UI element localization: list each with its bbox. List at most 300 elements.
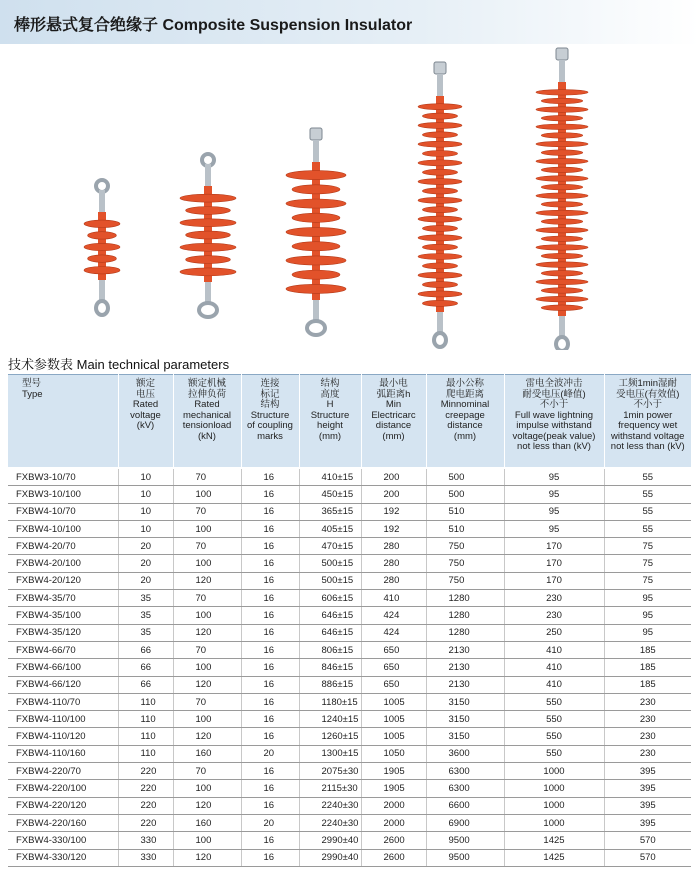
table-cell: 185 [604, 641, 691, 658]
table-cell: 1000 [504, 763, 604, 780]
table-cell: 2000 [361, 797, 426, 814]
table-cell: 10 [118, 468, 173, 486]
table-cell: 1280 [426, 607, 504, 624]
table-row [8, 590, 691, 607]
table-cell: 1000 [504, 814, 604, 831]
table-cell: 16 [241, 520, 299, 537]
column-header-line: H [326, 399, 334, 410]
table-cell: 20 [118, 572, 173, 589]
table-cell: 35 [118, 590, 173, 607]
table-cell: 550 [504, 693, 604, 710]
table-cell: 110 [118, 711, 173, 728]
table-cell: FXBW4-10/70 [8, 503, 118, 520]
column-header [361, 375, 426, 469]
table-cell: 70 [173, 503, 241, 520]
table-cell: 2600 [361, 849, 426, 866]
column-header-line: 1min power [623, 409, 673, 421]
table-cell: FXBW4-20/120 [8, 572, 118, 589]
column-header-line: not less than (kV) [517, 441, 591, 452]
table-cell: 100 [173, 659, 241, 676]
column-header-line: distance [447, 420, 483, 431]
table-row [8, 711, 691, 728]
table-cell: 110 [118, 693, 173, 710]
table-cell: 250 [504, 624, 604, 641]
table-cell: 2130 [426, 641, 504, 658]
table-cell: 6900 [426, 814, 504, 831]
table-cell: 1005 [361, 693, 426, 710]
table-cell: 1005 [361, 728, 426, 745]
table-cell: 16 [241, 538, 299, 555]
table-cell: 66 [118, 641, 173, 658]
table-cell: 230 [604, 728, 691, 745]
column-header-line: Structure [250, 409, 290, 421]
table-cell: 75 [604, 555, 691, 572]
table-cell: FXBW4-35/70 [8, 590, 118, 607]
table-row [8, 572, 691, 589]
table-cell: 66 [118, 676, 173, 693]
column-header-line: Rated [194, 399, 220, 410]
table-row [8, 486, 691, 503]
table-cell: 280 [361, 555, 426, 572]
table-cell: 395 [604, 763, 691, 780]
column-header-line: (kV) [136, 420, 155, 431]
column-header-line: 弧距离h [376, 388, 411, 400]
column-header-line: not less than (kV) [610, 441, 685, 452]
table-cell: 70 [173, 763, 241, 780]
table-cell: 395 [604, 814, 691, 831]
table-cell: 2130 [426, 676, 504, 693]
table-cell: 6300 [426, 763, 504, 780]
column-header-line: 型号 [22, 378, 42, 389]
table-cell: 16 [241, 849, 299, 866]
table-cell: FXBW4-110/160 [8, 745, 118, 762]
spec-table [8, 374, 691, 867]
table-cell: 410±15 [299, 468, 361, 486]
table-cell: 95 [604, 607, 691, 624]
table-cell: 66 [118, 659, 173, 676]
table-cell: 70 [173, 590, 241, 607]
column-header-line: withstand voltage [611, 430, 685, 442]
table-cell: 1280 [426, 590, 504, 607]
table-cell: 750 [426, 555, 504, 572]
table-cell: FXBW4-66/120 [8, 676, 118, 693]
table-cell: 1905 [361, 780, 426, 797]
table-cell: 500±15 [299, 572, 361, 589]
table-cell: 2240±30 [299, 797, 361, 814]
section-title: 技术参数表 Main technical parameters [8, 357, 230, 372]
table-cell: 410 [504, 659, 604, 676]
table-row [8, 520, 691, 537]
table-cell: 70 [173, 468, 241, 486]
table-cell: 2000 [361, 814, 426, 831]
table-cell: 395 [604, 780, 691, 797]
column-header-line: frequency wet [618, 420, 678, 431]
column-header [299, 375, 361, 469]
table-cell: 16 [241, 763, 299, 780]
table-cell: 550 [504, 728, 604, 745]
table-cell: 410 [504, 676, 604, 693]
column-header [118, 375, 173, 469]
table-row [8, 797, 691, 814]
table-cell: 10 [118, 520, 173, 537]
column-header-line: Minnominal [440, 399, 490, 410]
table-cell: 75 [604, 572, 691, 589]
table-cell: 95 [504, 486, 604, 503]
table-cell: 16 [241, 728, 299, 745]
table-cell: 410 [361, 590, 426, 607]
table-row [8, 780, 691, 797]
table-cell: FXBW4-330/100 [8, 832, 118, 849]
table-cell: 100 [173, 832, 241, 849]
table-cell: 16 [241, 659, 299, 676]
table-cell: 55 [604, 468, 691, 486]
table-cell: 20 [118, 555, 173, 572]
table-row [8, 468, 691, 486]
table-cell: 3150 [426, 728, 504, 745]
table-row [8, 503, 691, 520]
table-cell: 16 [241, 572, 299, 589]
table-cell: 95 [504, 503, 604, 520]
table-cell: FXBW4-110/70 [8, 693, 118, 710]
table-cell: 550 [504, 711, 604, 728]
table-cell: 170 [504, 538, 604, 555]
table-cell: 2115±30 [299, 780, 361, 797]
table-cell: 450±15 [299, 486, 361, 503]
table-cell: 280 [361, 572, 426, 589]
table-cell: 70 [173, 693, 241, 710]
column-header-line: (mm) [453, 430, 477, 442]
table-cell: 70 [173, 538, 241, 555]
table-cell: 750 [426, 572, 504, 589]
title-bar [0, 0, 700, 44]
column-header-line: 额定机械 [187, 378, 226, 389]
table-cell: 16 [241, 711, 299, 728]
table-cell: 120 [173, 728, 241, 745]
table-cell: 230 [604, 693, 691, 710]
insulator-xxlarge [536, 48, 588, 350]
table-cell: 410 [504, 641, 604, 658]
column-header [426, 375, 504, 469]
table-row [8, 814, 691, 831]
table-cell: 230 [504, 590, 604, 607]
table-cell: 886±15 [299, 676, 361, 693]
table-cell: 1300±15 [299, 745, 361, 762]
table-cell: 20 [241, 745, 299, 762]
table-cell: 100 [173, 780, 241, 797]
table-cell: 95 [504, 468, 604, 486]
table-cell: 650 [361, 676, 426, 693]
table-row [8, 676, 691, 693]
insulator-medium [180, 154, 236, 317]
column-header-line: 不小于 [633, 399, 662, 410]
table-cell: FXBW4-66/100 [8, 659, 118, 676]
table-cell: 646±15 [299, 624, 361, 641]
table-cell: 424 [361, 624, 426, 641]
column-header-line: 爬电距离 [445, 388, 484, 400]
table-cell: 6300 [426, 780, 504, 797]
column-header-line: Type [22, 388, 43, 400]
table-cell: 1260±15 [299, 728, 361, 745]
table-cell: 9500 [426, 832, 504, 849]
table-cell: 55 [604, 486, 691, 503]
table-cell: 365±15 [299, 503, 361, 520]
table-row [8, 693, 691, 710]
column-header-line: 耐受电压(峰值) [522, 388, 586, 400]
table-cell: 2075±30 [299, 763, 361, 780]
table-cell: 330 [118, 832, 173, 849]
column-header-line: (kN) [198, 430, 216, 442]
table-cell: 3150 [426, 711, 504, 728]
table-cell: 120 [173, 797, 241, 814]
column-header-line: 不小于 [539, 399, 569, 410]
table-cell: 170 [504, 572, 604, 589]
table-cell: 16 [241, 832, 299, 849]
table-row [8, 849, 691, 866]
table-cell: FXBW4-220/70 [8, 763, 118, 780]
table-cell: 220 [118, 763, 173, 780]
table-cell: 100 [173, 555, 241, 572]
table-cell: 330 [118, 849, 173, 866]
table-cell: 120 [173, 624, 241, 641]
column-header-line: tensionload [182, 420, 232, 431]
table-cell: 16 [241, 693, 299, 710]
column-header-line: 雷电全波冲击 [525, 378, 583, 389]
column-header-line: Full wave lightning [514, 409, 594, 421]
table-cell: 1905 [361, 763, 426, 780]
table-cell: 200 [361, 486, 426, 503]
column-header-line: 最小公称 [445, 378, 484, 389]
table-cell: FXBW4-330/120 [8, 849, 118, 866]
table-cell: 110 [118, 728, 173, 745]
table-cell: 1425 [504, 849, 604, 866]
column-header-line: of coupling [247, 420, 293, 431]
table-cell: 470±15 [299, 538, 361, 555]
table-cell: 192 [361, 520, 426, 537]
table-cell: 95 [504, 520, 604, 537]
table-cell: 100 [173, 607, 241, 624]
table-cell: 70 [173, 641, 241, 658]
table-cell: 395 [604, 797, 691, 814]
table-cell: 570 [604, 832, 691, 849]
table-row [8, 763, 691, 780]
table-cell: 2600 [361, 832, 426, 849]
table-cell: 650 [361, 659, 426, 676]
table-cell: 1280 [426, 624, 504, 641]
column-header-line: 额定 [135, 378, 155, 389]
table-cell: 500 [426, 486, 504, 503]
column-header [504, 375, 604, 469]
table-cell: 185 [604, 676, 691, 693]
table-cell: 500±15 [299, 555, 361, 572]
column-header-line: Min [385, 399, 402, 410]
table-cell: 16 [241, 555, 299, 572]
table-cell: FXBW4-220/120 [8, 797, 118, 814]
insulator-small [84, 180, 120, 315]
column-header [241, 375, 299, 469]
table-cell: 160 [173, 745, 241, 762]
table-cell: FXBW4-10/100 [8, 520, 118, 537]
table-cell: 10 [118, 486, 173, 503]
table-cell: FXBW4-110/100 [8, 711, 118, 728]
table-cell: 424 [361, 607, 426, 624]
table-cell: 2990±40 [299, 849, 361, 866]
table-cell: 75 [604, 538, 691, 555]
table-cell: 100 [173, 520, 241, 537]
table-cell: 110 [118, 745, 173, 762]
table-cell: 510 [426, 520, 504, 537]
table-cell: 16 [241, 607, 299, 624]
table-cell: 16 [241, 676, 299, 693]
table-cell: 120 [173, 572, 241, 589]
table-cell: 750 [426, 538, 504, 555]
column-header-line: distance [375, 420, 412, 431]
column-header-line: creepage [445, 409, 485, 421]
page-title: 棒形悬式复合绝缘子 Composite Suspension Insulator [14, 17, 413, 34]
table-cell: 35 [118, 624, 173, 641]
table-cell: FXBW4-66/70 [8, 641, 118, 658]
table-cell: 570 [604, 849, 691, 866]
table-cell: 646±15 [299, 607, 361, 624]
table-cell: 3600 [426, 745, 504, 762]
table-cell: 160 [173, 814, 241, 831]
table-cell: 2990±40 [299, 832, 361, 849]
table-cell: 230 [504, 607, 604, 624]
table-cell: FXBW4-20/100 [8, 555, 118, 572]
table-cell: 185 [604, 659, 691, 676]
table-row [8, 624, 691, 641]
table-cell: 1240±15 [299, 711, 361, 728]
table-cell: 1050 [361, 745, 426, 762]
column-header-line: (mm) [318, 430, 342, 442]
table-cell: 16 [241, 780, 299, 797]
column-header-line: voltage(peak value) [512, 430, 596, 442]
table-cell: 35 [118, 607, 173, 624]
table-row [8, 641, 691, 658]
table-cell: 6600 [426, 797, 504, 814]
column-header-line: 电压 [135, 388, 155, 400]
column-header-line: height [317, 420, 343, 431]
table-body [8, 468, 691, 866]
table-cell: 510 [426, 503, 504, 520]
table-cell: 20 [241, 814, 299, 831]
column-header-line: 结构 [260, 399, 280, 410]
table-cell: 16 [241, 503, 299, 520]
table-cell: FXBW4-110/120 [8, 728, 118, 745]
table-cell: 16 [241, 624, 299, 641]
table-cell: 606±15 [299, 590, 361, 607]
table-cell: 1425 [504, 832, 604, 849]
table-cell: 10 [118, 503, 173, 520]
table-cell: 16 [241, 486, 299, 503]
table-cell: 100 [173, 711, 241, 728]
column-header [8, 375, 118, 469]
table-cell: 220 [118, 780, 173, 797]
table-cell: FXBW4-35/120 [8, 624, 118, 641]
table-cell: 1000 [504, 780, 604, 797]
column-header-line: 工频1min湿耐 [618, 378, 678, 389]
column-header-line: 连接 [260, 378, 280, 389]
column-header-line: marks [257, 430, 283, 442]
table-cell: 405±15 [299, 520, 361, 537]
table-cell: 2130 [426, 659, 504, 676]
table-row [8, 745, 691, 762]
product-photos [0, 44, 700, 350]
table-cell: FXBW3-10/100 [8, 486, 118, 503]
table-cell: 55 [604, 503, 691, 520]
table-row [8, 555, 691, 572]
table-cell: 55 [604, 520, 691, 537]
column-header-line: mechanical [182, 409, 232, 421]
table-row [8, 659, 691, 676]
column-header-line: Electricarc [371, 409, 416, 421]
table-cell: 220 [118, 797, 173, 814]
column-header-line: 拉伸负荷 [187, 388, 226, 400]
insulator-large [286, 128, 346, 335]
table-cell: 2240±30 [299, 814, 361, 831]
table-cell: FXBW4-20/70 [8, 538, 118, 555]
insulator-xlarge [418, 62, 462, 347]
table-cell: 95 [604, 590, 691, 607]
column-header-line: 标记 [260, 388, 280, 400]
table-row [8, 728, 691, 745]
table-cell: 280 [361, 538, 426, 555]
column-header-line: Rated [132, 399, 159, 410]
table-cell: 650 [361, 641, 426, 658]
table-cell: 120 [173, 676, 241, 693]
table-cell: 550 [504, 745, 604, 762]
table-cell: FXBW3-10/70 [8, 468, 118, 486]
column-header-line: 结构 [320, 378, 340, 389]
table-row [8, 832, 691, 849]
table-cell: 100 [173, 486, 241, 503]
table-cell: 9500 [426, 849, 504, 866]
table-cell: 170 [504, 555, 604, 572]
table-cell: FXBW4-220/100 [8, 780, 118, 797]
table-cell: 120 [173, 849, 241, 866]
column-header [604, 375, 691, 469]
table-cell: 16 [241, 468, 299, 486]
table-cell: FXBW4-35/100 [8, 607, 118, 624]
table-cell: 95 [604, 624, 691, 641]
column-header-line: voltage [130, 409, 161, 421]
table-cell: 846±15 [299, 659, 361, 676]
table-cell: 230 [604, 745, 691, 762]
table-cell: 16 [241, 590, 299, 607]
table-cell: 230 [604, 711, 691, 728]
table-row [8, 538, 691, 555]
table-cell: 1000 [504, 797, 604, 814]
column-header-line: Structure [310, 409, 350, 421]
table-cell: 500 [426, 468, 504, 486]
table-cell: 16 [241, 797, 299, 814]
table-row [8, 607, 691, 624]
table-cell: 192 [361, 503, 426, 520]
column-header-line: 受电压(有效值) [616, 388, 680, 400]
table-cell: 16 [241, 641, 299, 658]
table-cell: 200 [361, 468, 426, 486]
table-cell: 1005 [361, 711, 426, 728]
column-header-line: 高度 [320, 388, 340, 400]
column-header-line: 最小电 [379, 378, 408, 389]
table-cell: 20 [118, 538, 173, 555]
table-header-row [8, 375, 691, 469]
table-cell: 3150 [426, 693, 504, 710]
table-cell: FXBW4-220/160 [8, 814, 118, 831]
column-header-line: (mm) [382, 430, 405, 442]
table-cell: 1180±15 [299, 693, 361, 710]
table-cell: 220 [118, 814, 173, 831]
column-header-line: impulse withstand [516, 420, 592, 431]
